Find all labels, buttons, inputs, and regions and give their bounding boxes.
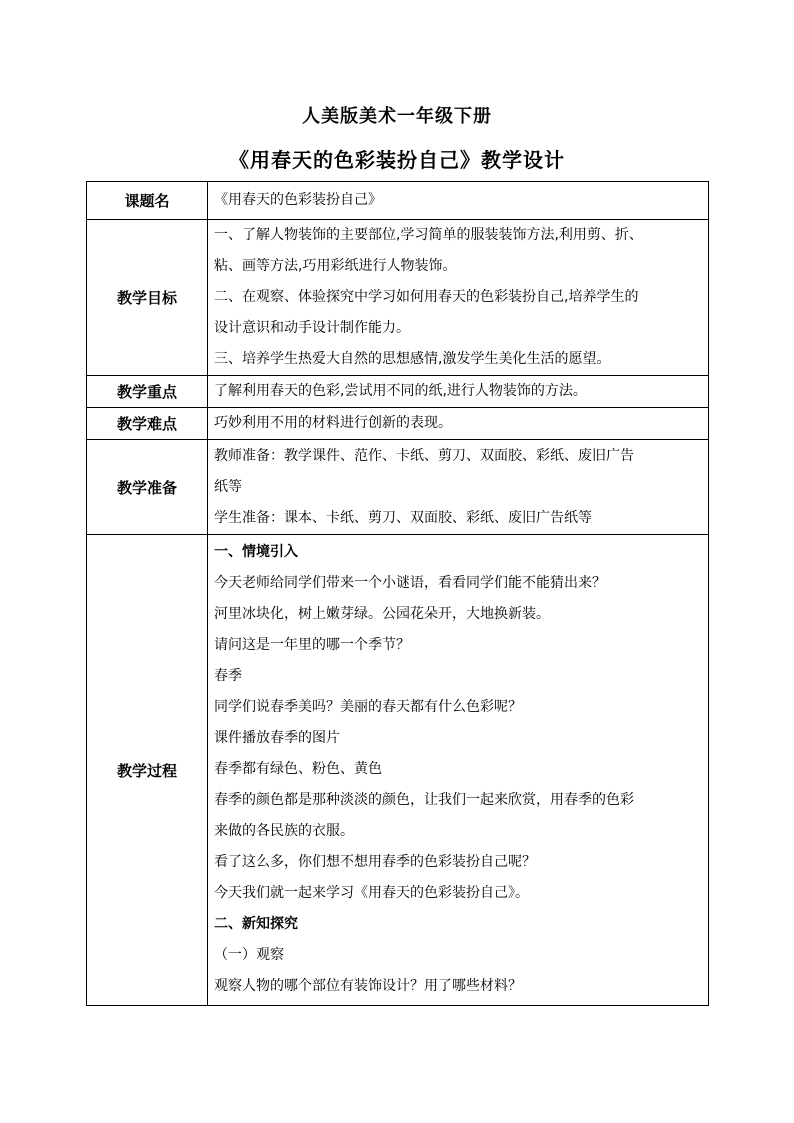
process-line: 课件播放春季的图片 [214, 730, 340, 746]
process-section-heading: 二、新知探究 [214, 916, 298, 932]
key-points-value: 了解利用春天的色彩,尝试用不同的纸,进行人物装饰的方法。 [208, 376, 709, 408]
topic-value: 《用春天的色彩装扮自己》 [208, 182, 709, 220]
preparation-line: 教师准备：教学课件、范作、卡纸、剪刀、双面胶、彩纸、废旧广告 [214, 447, 634, 464]
process-line: 观察人物的哪个部位有装饰设计？用了哪些材料？ [214, 978, 522, 994]
process-line: （一）观察 [214, 947, 284, 963]
lesson-plan-table [86, 181, 709, 1006]
difficulties-value: 巧妙利用不用的材料进行创新的表现。 [208, 408, 709, 440]
topic-label: 课题名 [87, 182, 208, 220]
table-row-preparation [87, 440, 709, 535]
goals-label: 教学目标 [87, 220, 208, 376]
process-content [208, 535, 709, 1006]
goals-content [208, 220, 709, 376]
difficulties-label: 教学难点 [87, 408, 208, 440]
key-points-label: 教学重点 [87, 376, 208, 408]
process-line: 春季都有绿色、粉色、黄色 [214, 761, 382, 777]
goals-line: 粘、画等方法,巧用彩纸进行人物装饰。 [214, 258, 457, 274]
table-row-goals [87, 220, 709, 376]
process-line: 今天我们就一起来学习《用春天的色彩装扮自己》。 [214, 885, 529, 901]
process-line: 请问这是一年里的哪一个季节？ [214, 637, 410, 653]
process-line: 今天老师给同学们带来一个小谜语，看看同学们能不能猜出来？ [214, 575, 606, 591]
preparation-line: 纸等 [214, 478, 242, 495]
process-section-heading: 一、情境引入 [214, 544, 298, 560]
goals-line: 设计意识和动手设计制作能力。 [214, 320, 410, 336]
table-row-key-points [87, 376, 709, 408]
process-line: 春季 [214, 668, 242, 684]
preparation-line: 学生准备：课本、卡纸、剪刀、双面胶、彩纸、废旧广告纸等 [214, 509, 592, 526]
document-title: 《用春天的色彩装扮自己》教学设计 [229, 148, 565, 172]
document-subtitle: 人美版美术一年级下册 [302, 106, 492, 127]
goals-line: 一、了解人物装饰的主要部位,学习简单的服装装饰方法,利用剪、折、 [214, 227, 643, 243]
table-row-topic [87, 182, 709, 220]
goals-line: 二、在观察、体验探究中学习如何用春天的色彩装扮自己,培养学生的 [214, 289, 639, 305]
process-line: 同学们说春季美吗？美丽的春天都有什么色彩呢？ [214, 699, 522, 715]
process-line: 来做的各民族的衣服。 [214, 823, 354, 839]
process-line: 河里冰块化，树上嫩芽绿。公园花朵开，大地换新装。 [214, 606, 550, 622]
table-row-difficulties [87, 408, 709, 440]
preparation-content [208, 440, 709, 535]
process-line: 春季的颜色都是那种淡淡的颜色，让我们一起来欣赏，用春季的色彩 [214, 792, 634, 808]
process-line: 看了这么多，你们想不想用春季的色彩装扮自己呢？ [214, 854, 536, 870]
preparation-label: 教学准备 [87, 440, 208, 535]
table-row-process [87, 535, 709, 1006]
process-label: 教学过程 [87, 535, 208, 1006]
goals-line: 三、培养学生热爱大自然的思想感情,激发学生美化生活的愿望。 [214, 351, 611, 367]
